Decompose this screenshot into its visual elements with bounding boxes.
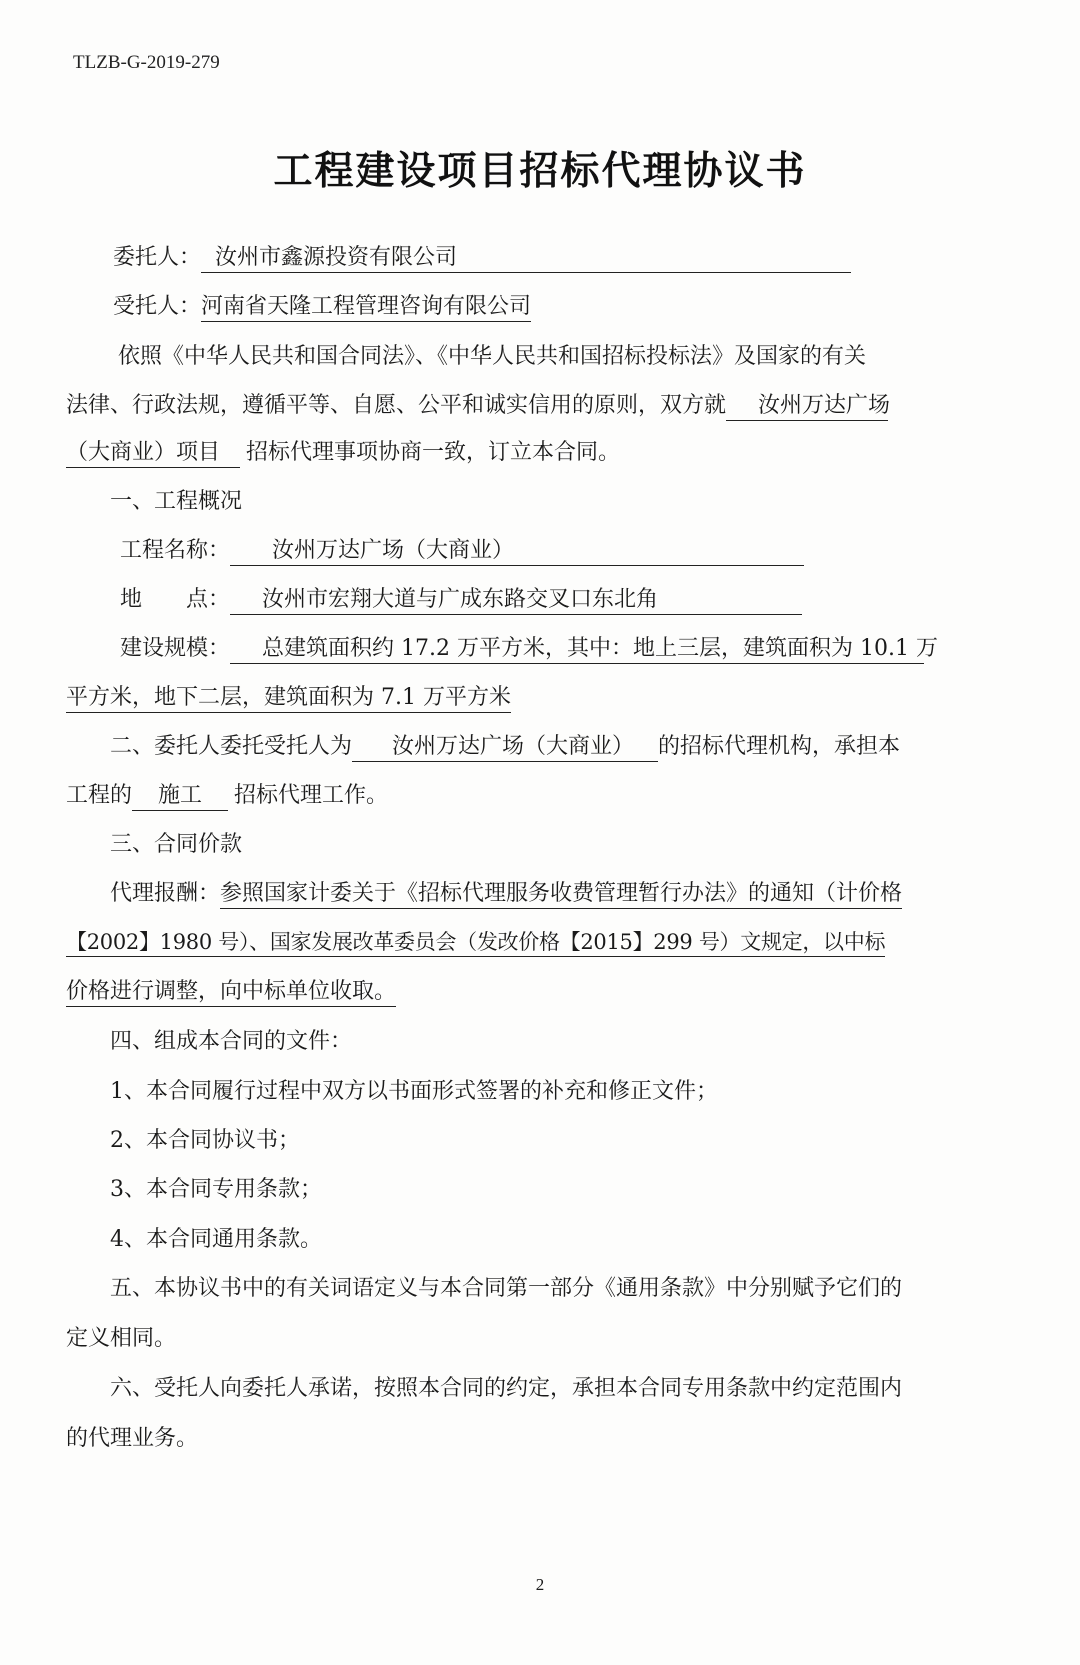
intro-line-2-text: 法律、行政法规，遵循平等、自愿、公平和诚实信用的原则，双方就 [66, 393, 727, 418]
intro-line-2 [66, 391, 891, 421]
intro-line-1: 依照《中华人民共和国合同法》、《中华人民共和国招标投标法》及国家的有关 [118, 344, 867, 369]
section-2-project: 汝州万达广场（大商业） [352, 733, 658, 762]
scale-value-line-1: 总建筑面积约 17.2 万平方米，其中：地上三层，建筑面积为 10.1 万 [230, 635, 924, 664]
section-5-line-2: 定义相同。 [66, 1326, 177, 1351]
list-item: 1、本合同履行过程中双方以书面形式签署的补充和修正文件； [110, 1079, 718, 1104]
location-value: 汝州市宏翔大道与广成东路交叉口东北角 [230, 586, 802, 615]
intro-project-name-cont: （大商业）项目 [66, 439, 240, 468]
location-label: 地 点： [120, 587, 231, 612]
section-2-line-2-pre: 工程的 [66, 783, 133, 808]
scale-value-line-2: 平方米，地下二层，建筑面积为 7.1 万平方米 [66, 684, 511, 713]
intro-project-name: 汝州万达广场 [726, 392, 888, 421]
fee-line-3: 价格进行调整，向中标单位收取。 [66, 978, 396, 1007]
section-2-post: 的招标代理机构，承担本 [658, 734, 901, 759]
section-6-line-1: 六、受托人向委托人承诺，按照本合同的约定，承担本合同专用条款中约定范围内 [110, 1376, 903, 1401]
document-code: TLZB-G-2019-279 [73, 52, 220, 73]
project-name-value: 汝州万达广场（大商业） [230, 537, 804, 566]
section-1-heading: 一、工程概况 [110, 489, 243, 514]
section-2-work: 施工 [132, 782, 228, 811]
principal-row [113, 243, 851, 273]
page-title: 工程建设项目招标代理协议书 [273, 148, 807, 194]
fee-row [110, 879, 902, 909]
intro-line-3-text: 招标代理事项协商一致，订立本合同。 [246, 440, 621, 465]
intro-line-3 [66, 438, 620, 468]
scale-label: 建设规模： [120, 636, 231, 661]
section-6-line-2: 的代理业务。 [66, 1426, 199, 1451]
scale-row [120, 634, 938, 664]
list-item: 4、本合同通用条款。 [110, 1227, 322, 1252]
fee-row-2 [66, 928, 885, 958]
principal-label: 委托人： [113, 245, 202, 270]
location-row [120, 585, 802, 615]
fee-row-3 [66, 977, 396, 1007]
fee-line-2: 【2002】1980 号）、国家发展改革委员会（发改价格【2015】299 号）文规定，以中标 [66, 928, 885, 957]
list-item: 2、本合同协议书； [110, 1128, 300, 1153]
project-name-label: 工程名称： [120, 538, 231, 563]
agent-value: 河南省天隆工程管理咨询有限公司 [201, 293, 531, 322]
agent-row [113, 292, 531, 322]
list-item: 3、本合同专用条款； [110, 1177, 322, 1202]
section-2-line-2-post: 招标代理工作。 [234, 783, 389, 808]
fee-label: 代理报酬： [110, 881, 221, 906]
agent-label: 受托人： [113, 294, 202, 319]
page-number: 2 [535, 1575, 545, 1594]
section-3-heading: 三、合同价款 [110, 832, 243, 857]
section-2-line-2 [66, 781, 388, 811]
section-5-line-1: 五、本协议书中的有关词语定义与本合同第一部分《通用条款》中分别赋予它们的 [110, 1276, 903, 1301]
principal-value: 汝州市鑫源投资有限公司 [201, 244, 851, 273]
section-2-pre: 二、委托人委托受托人为 [110, 734, 353, 759]
fee-line-1: 参照国家计委关于《招标代理服务收费管理暂行办法》的通知（计价格 [220, 880, 902, 909]
section-4-heading: 四、组成本合同的文件： [110, 1029, 353, 1054]
scale-row-2 [66, 683, 511, 713]
section-2-line-1 [110, 732, 900, 762]
project-name-row [120, 536, 804, 566]
